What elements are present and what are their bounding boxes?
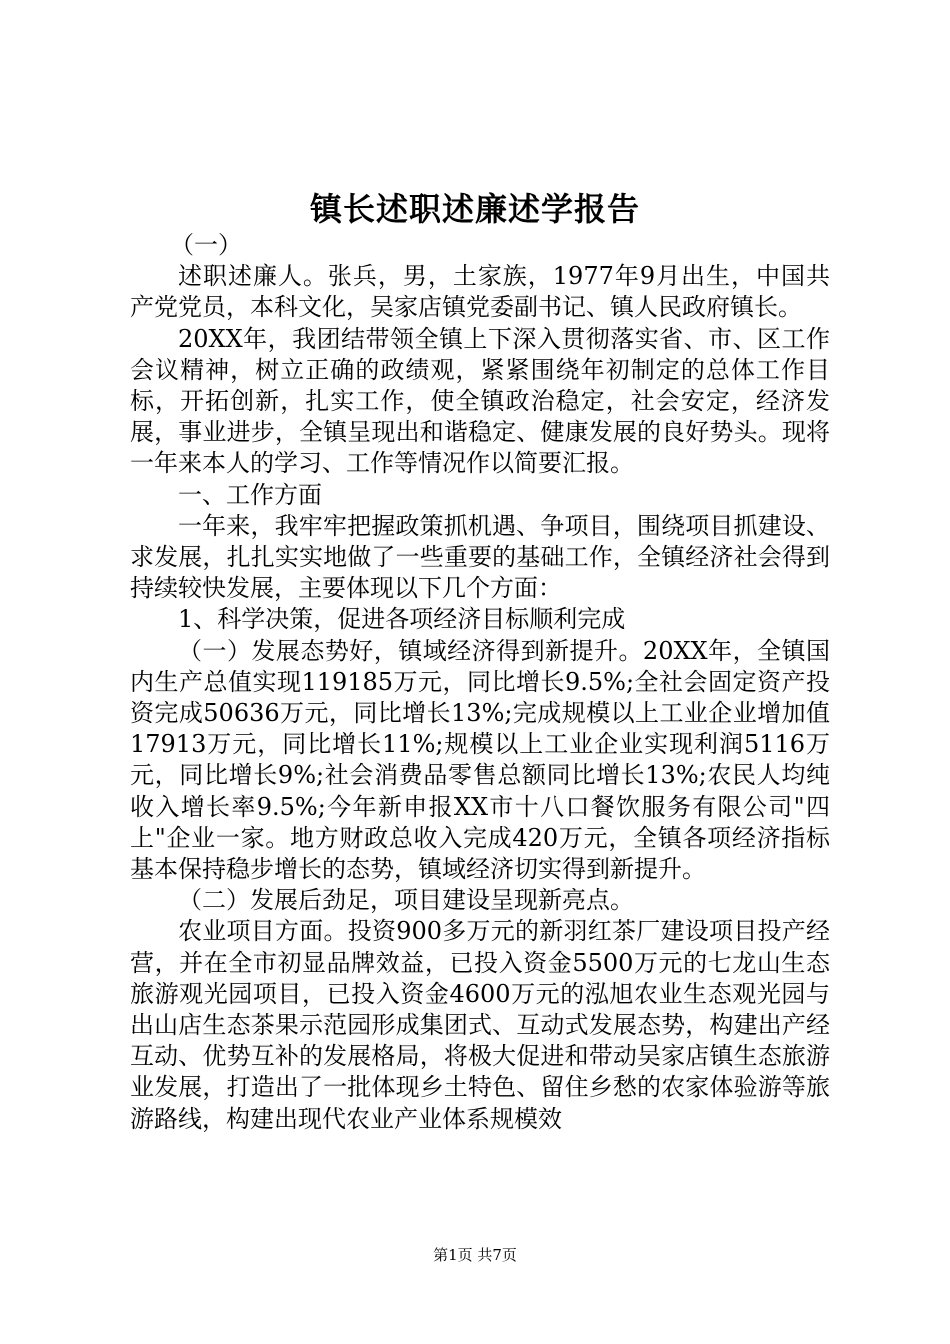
- paragraph-heading-work: 一、工作方面: [178, 480, 322, 509]
- page-number-footer: 第1页 共7页: [433, 1246, 517, 1264]
- paragraph-section-heading: （一）: [170, 231, 242, 259]
- document-title: 镇长述职述廉述学报告: [309, 190, 640, 228]
- paragraph-overview: 20XX年，我团结带领全镇上下深入贯彻落实省、市、区工作会议精神，树立正确的政绩观，紧紧围绕年初制定的总体工作目标，开拓创新，扎实工作，使全镇政治稳定，社会安定，经济发展，事业进步，全镇呈现出和谐稳定、健康发展的良好势头。现将一年来本人的学习、工作等情况作以简要汇报。: [130, 324, 830, 478]
- paragraph-subheading-2: （二）发展后劲足，项目建设呈现新亮点。: [178, 886, 634, 915]
- paragraph-personal-info: 述职述廉人。张兵，男，土家族，1977年9月出生，中国共产党党员，本科文化，吴家店镇党委副书记、镇人民政府镇长。: [130, 262, 830, 322]
- document-body: [130, 230, 830, 1135]
- paragraph-work-summary: 一年来，我牢牢把握政策抓机遇、争项目，围绕项目抓建设、求发展，扎扎实实地做了一些重要的基础工作，全镇经济社会得到持续较快发展，主要体现以下几个方面：: [130, 511, 830, 603]
- paragraph-subheading-1: 1、科学决策，促进各项经济目标顺利完成: [178, 605, 626, 634]
- paragraph-agriculture: 农业项目方面。投资900多万元的新羽红茶厂建设项目投产经营，并在全市初显品牌效益，已投入资金5500万元的七龙山生态旅游观光园项目，已投入资金4600万元的泓旭农业生态观光园与出山店生态茶果示范园形成集团式、互动式发展态势，构建出产经互动、优势互补的发展格局，将极大促进和带动吴家店镇生态旅游业发展，打造出了一批体现乡土特色、留住乡愁的农家体验游等旅游路线，构建出现代农业产业体系规模效: [130, 917, 830, 1133]
- paragraph-economy: （一）发展态势好，镇域经济得到新提升。20XX年，全镇国内生产总值实现119185万元，同比增长9.5%;全社会固定资产投资完成50636万元，同比增长13%;完成规模以上工业企业增加值17913万元，同比增长11%;规模以上工业企业实现利润5116万元，同比增长9%;社会消费品零售总额同比增长13%;农民人均纯收入增长率9.5%;今年新申报XX市十八口餐饮服务有限公司"四上"企业一家。地方财政总收入完成420万元，全镇各项经济指标基本保持稳步增长的态势，镇域经济切实得到新提升。: [130, 636, 830, 884]
